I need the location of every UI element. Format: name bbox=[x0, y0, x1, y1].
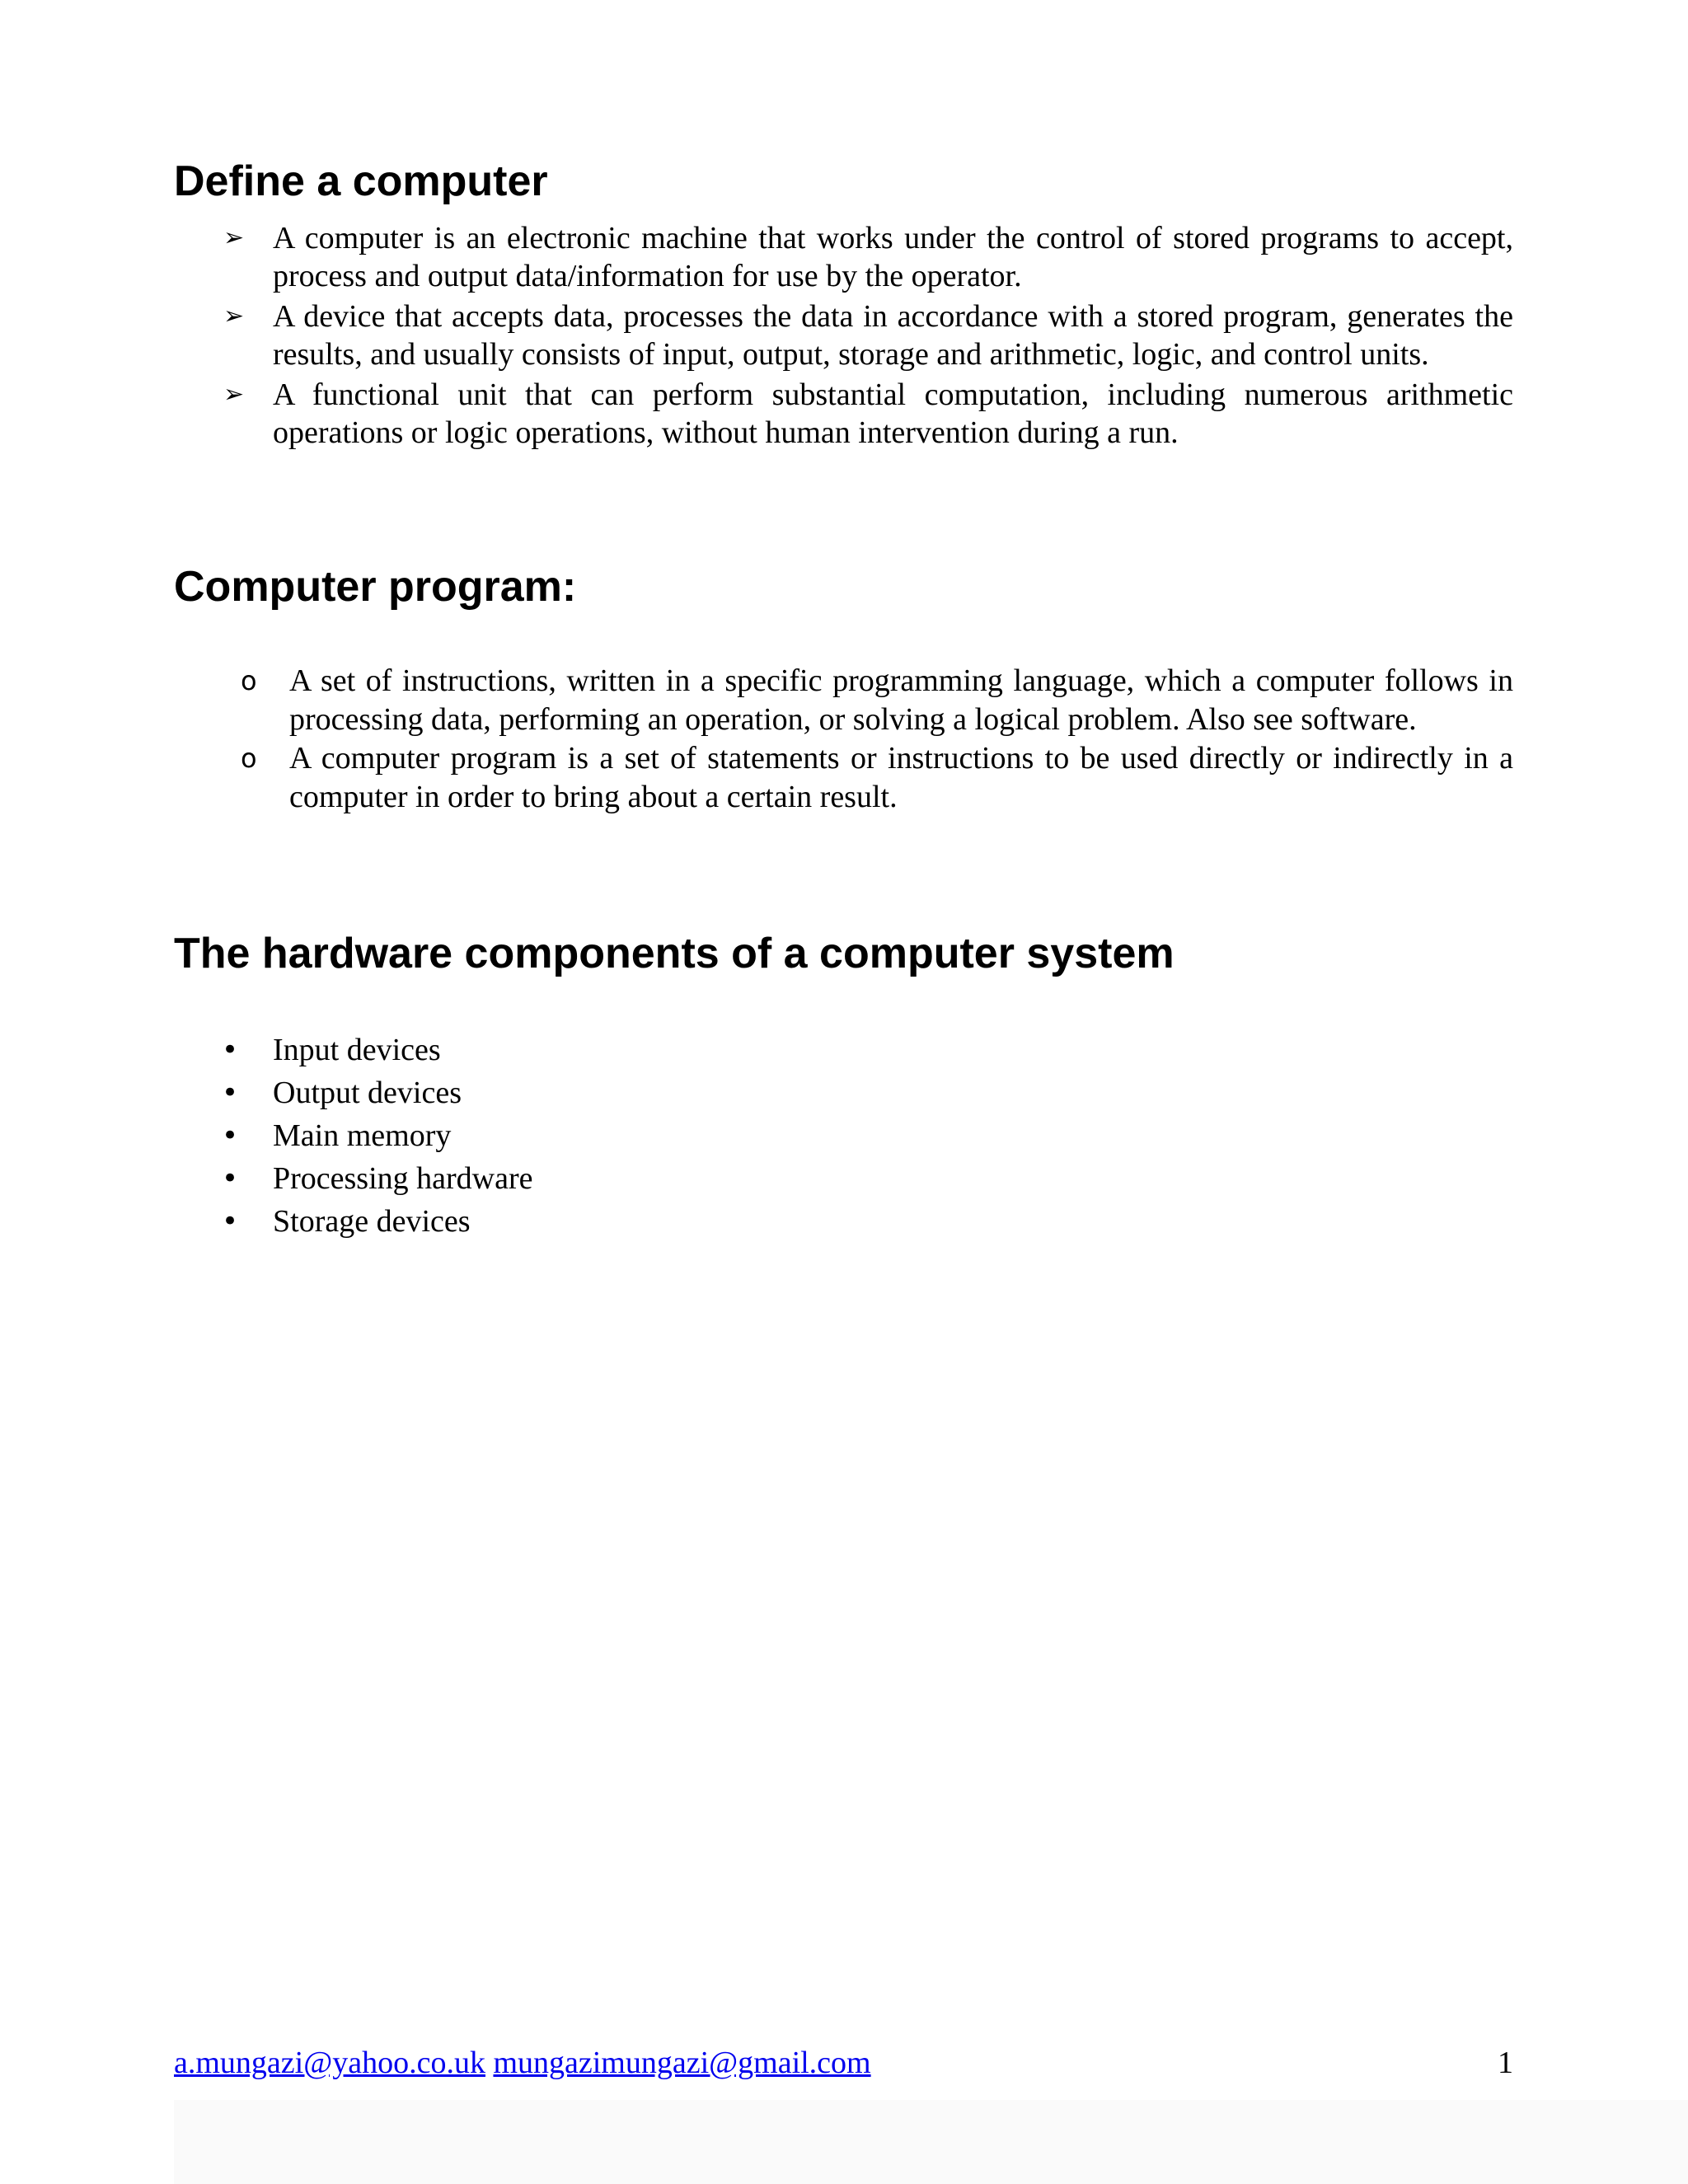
list-item bbox=[222, 1200, 1015, 1243]
list-item bbox=[241, 739, 1513, 817]
list-item-text: A set of instructions, written in a specific programming language, which a computer follows in processing data, performing an operation, or solving a logical problem. Also see software. bbox=[289, 663, 1513, 737]
definition-list bbox=[223, 219, 1513, 454]
list-item bbox=[222, 1157, 1015, 1200]
dot-bullet-icon: • bbox=[222, 1205, 239, 1238]
heading-computer-program: Computer program: bbox=[174, 563, 577, 611]
list-item-text: Output devices bbox=[273, 1076, 462, 1110]
program-definition-list bbox=[241, 662, 1513, 817]
page-number: 1 bbox=[1498, 2046, 1513, 2080]
list-item-text: A computer is an electronic machine that works under the control of stored programs to accept, process and output data/information for use by the operator. bbox=[273, 221, 1513, 293]
list-item-text: Storage devices bbox=[273, 1204, 471, 1239]
list-item-text: Input devices bbox=[273, 1033, 441, 1067]
list-item bbox=[223, 298, 1513, 373]
dot-bullet-icon: • bbox=[222, 1076, 239, 1109]
page-footer bbox=[174, 2044, 1513, 2082]
list-item-text: A functional unit that can perform substantial computation, including numerous arithmetic operations or logic operations, without human intervention during a run. bbox=[273, 377, 1513, 450]
list-item bbox=[241, 662, 1513, 739]
dot-bullet-icon: • bbox=[222, 1162, 239, 1195]
bottom-shading bbox=[174, 2100, 1688, 2184]
list-item-text: Main memory bbox=[273, 1118, 452, 1153]
arrow-bullet-icon: ➢ bbox=[223, 380, 245, 409]
list-item bbox=[222, 1114, 1015, 1157]
list-item bbox=[222, 1029, 1015, 1071]
list-item bbox=[223, 376, 1513, 452]
hardware-list bbox=[222, 1029, 1015, 1243]
heading-hardware-components: The hardware components of a computer system bbox=[174, 930, 1175, 977]
list-item bbox=[222, 1071, 1015, 1114]
list-item-text: A computer program is a set of statements or instructions to be used directly or indirectly in a computer in order to bring about a certain result. bbox=[289, 741, 1513, 814]
dot-bullet-icon: • bbox=[222, 1033, 239, 1066]
email-link-gmail[interactable]: mungazimungazi@gmail.com bbox=[493, 2046, 871, 2080]
list-item-text: A device that accepts data, processes the data in accordance with a stored program, generates the results, and usually consists of input, output, storage and arithmetic, logic, and control units. bbox=[273, 299, 1513, 372]
circle-bullet-icon: o bbox=[241, 743, 257, 774]
circle-bullet-icon: o bbox=[241, 665, 257, 696]
dot-bullet-icon: • bbox=[222, 1119, 239, 1152]
arrow-bullet-icon: ➢ bbox=[223, 223, 245, 252]
list-item bbox=[223, 219, 1513, 295]
list-item-text: Processing hardware bbox=[273, 1161, 533, 1196]
heading-define-computer: Define a computer bbox=[174, 157, 548, 205]
arrow-bullet-icon: ➢ bbox=[223, 302, 245, 330]
email-link-yahoo[interactable]: a.mungazi@yahoo.co.uk bbox=[174, 2046, 485, 2080]
